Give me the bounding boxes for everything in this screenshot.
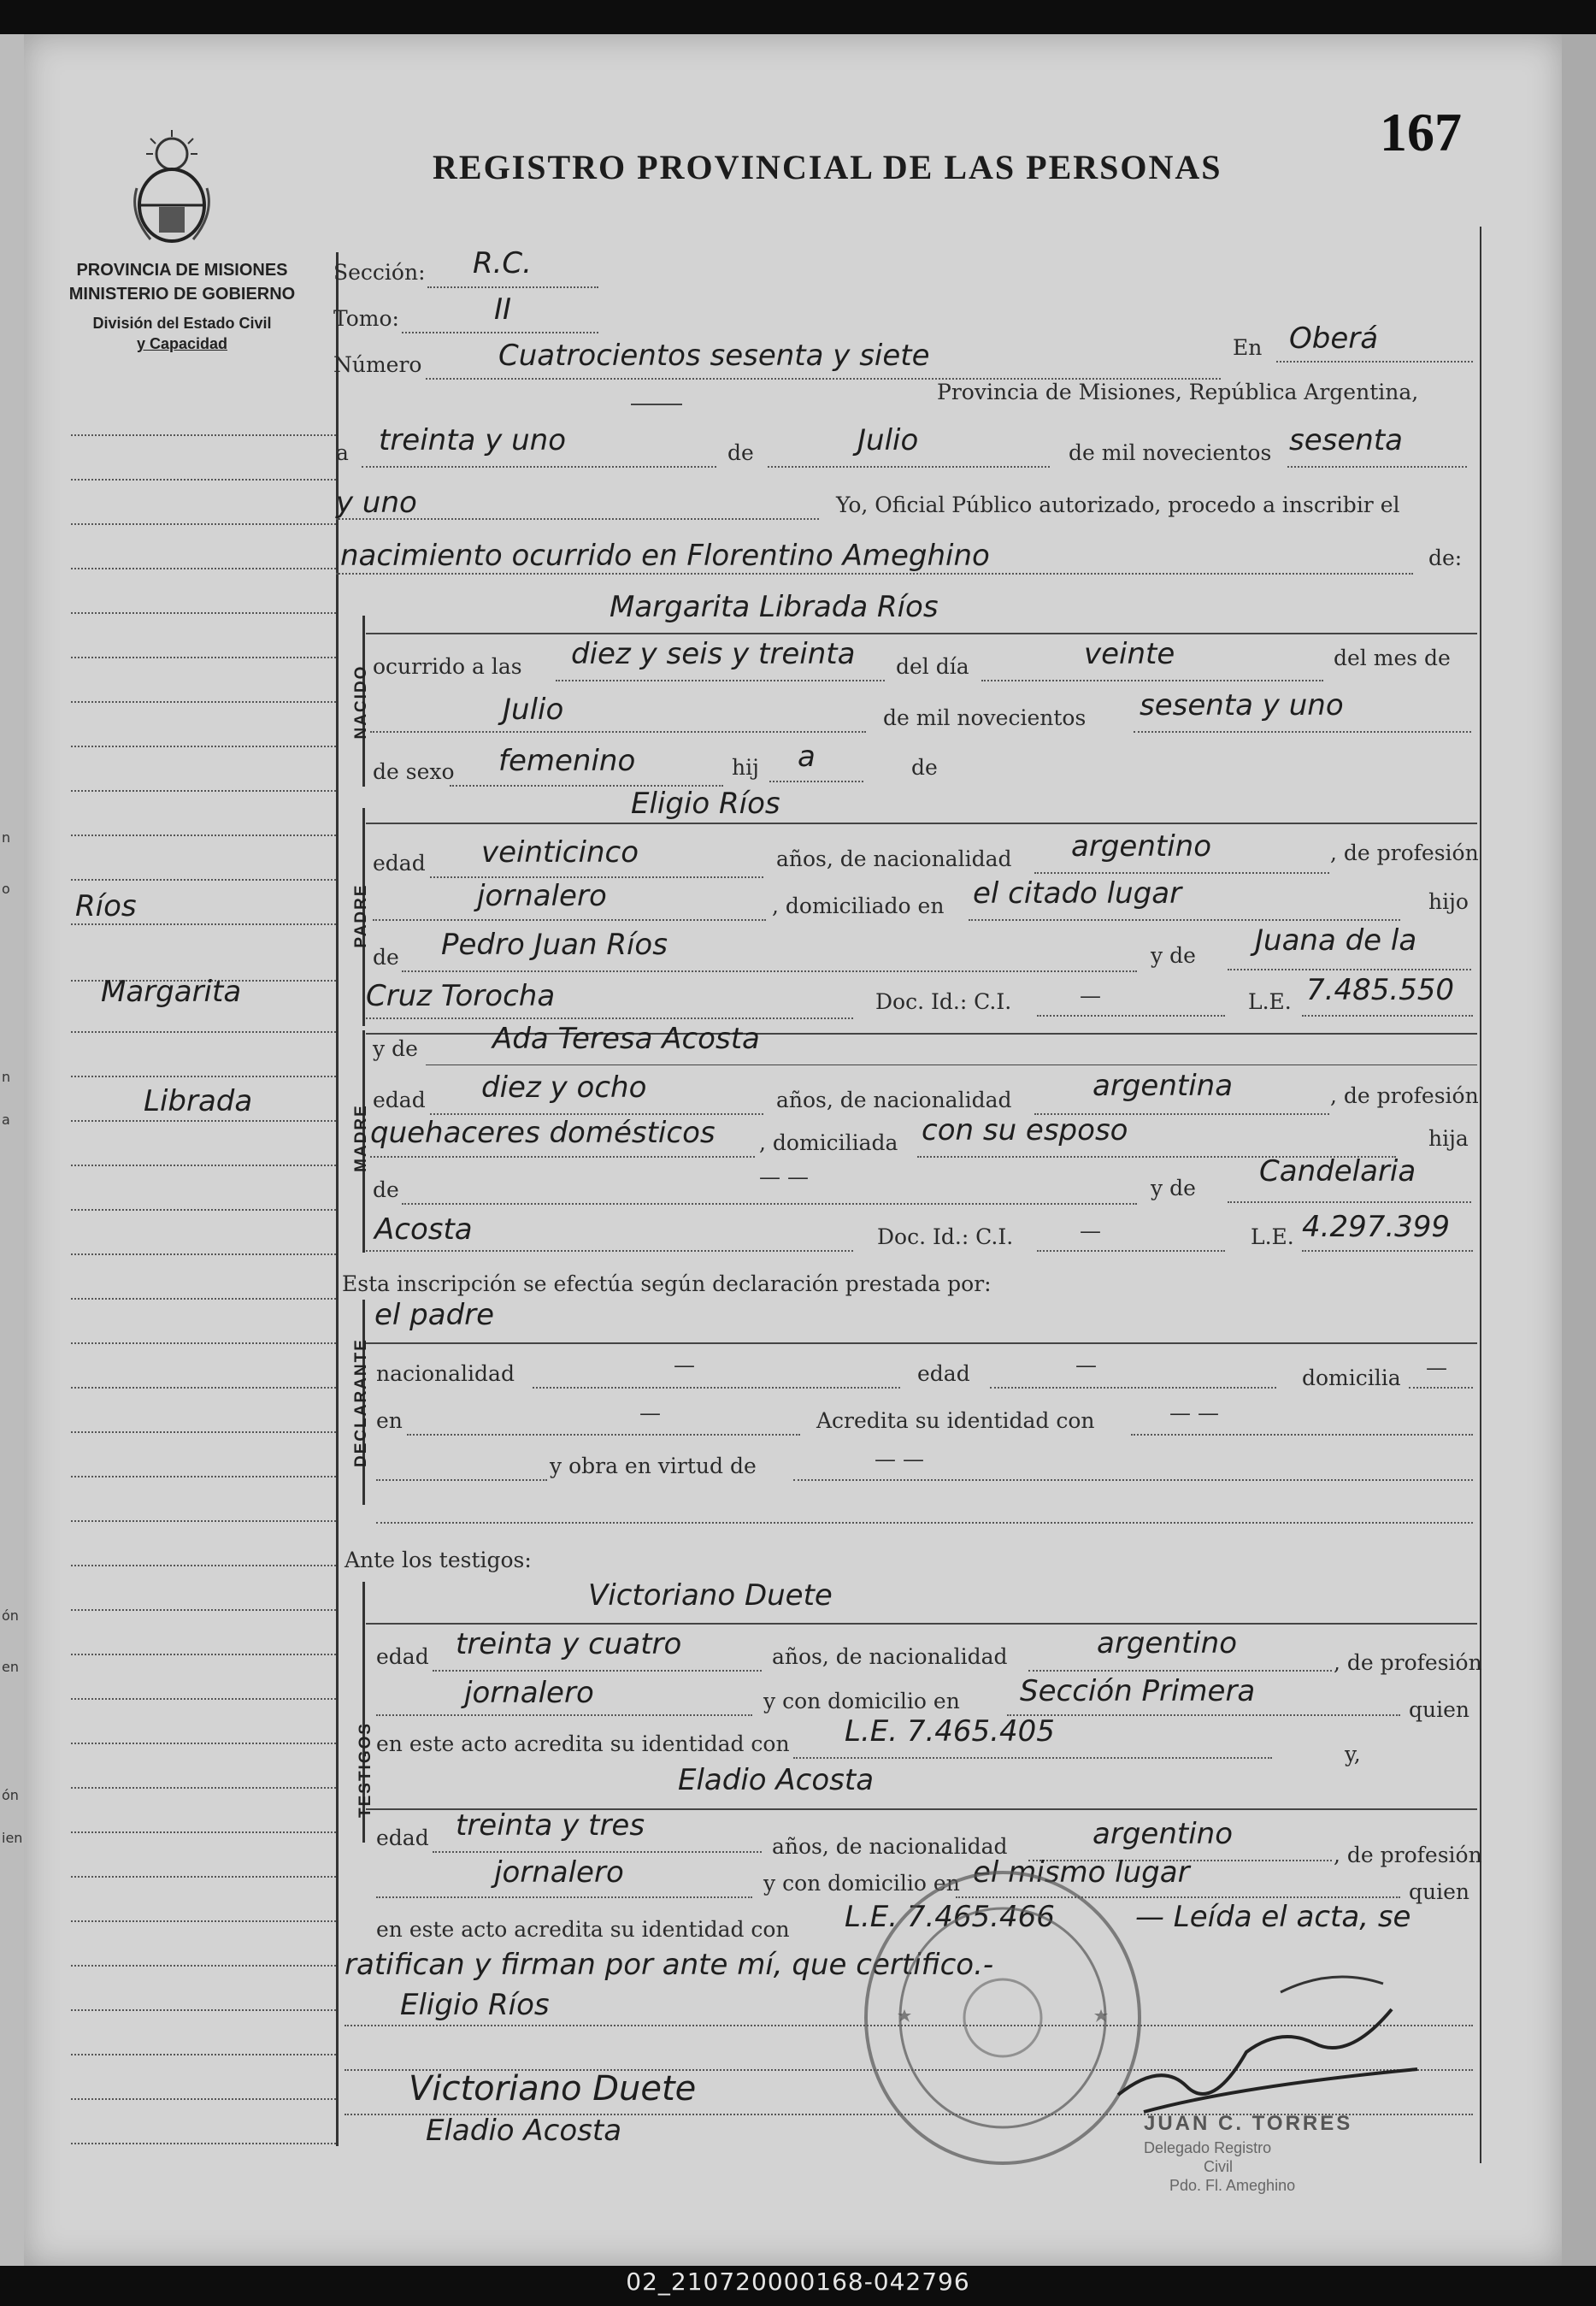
seccion-label: Sección: [333,260,426,285]
madre-padre-de: — — [759,1165,809,1189]
nacido-nombre: Margarita Librada Ríos [610,590,939,624]
testigo2-quien-label: quien [1409,1879,1469,1904]
signature-victoriano: Victoriano Duete [409,2069,697,2108]
testigo1-nacionalidad: argentino [1097,1626,1237,1660]
nacido-dia: veinte [1084,637,1175,671]
padre-padre-de: Pedro Juan Ríos [441,928,668,962]
madre-profesion: quehaceres domésticos [370,1116,716,1150]
provincia-text: Provincia de Misiones, República Argentina, [937,380,1419,404]
testigo2-nacionalidad: argentino [1092,1817,1233,1851]
margin-surname: Ríos [75,889,137,923]
section-label-nacido: NACIDO [352,664,370,740]
testigo2-profesion: jornalero [494,1855,624,1890]
testigo1-nombre: Victoriano Duete [588,1578,833,1613]
testigo1-profesion: jornalero [464,1676,594,1710]
page-edge [1562,34,1596,2266]
nacido-hij-label: hij [732,755,759,780]
declarante-acredita: — — [1169,1401,1219,1425]
closing-line1: — Leída el acta, se [1135,1900,1411,1934]
nacido-sexo: femenino [498,744,636,778]
folio-number: 167 [1380,102,1462,162]
declarante-intro: Esta inscripción se efectúa según declaración prestada por: [342,1271,992,1296]
declarante-nacionalidad: — [674,1353,695,1377]
madre-domicilio: con su esposo [922,1113,1128,1147]
padre-le-label: L.E. [1248,989,1292,1014]
declarante-edad-label: edad [917,1361,970,1386]
testigos-intro: Ante los testigos: [345,1548,532,1572]
spine-fragment: en [2,1659,19,1675]
padre-domicilio: el citado lugar [973,876,1182,911]
testigo2-edad: treinta y tres [456,1808,645,1843]
nacido-del-dia-label: del día [896,654,969,679]
ministry-province: PROVINCIA DE MISIONES [76,261,288,280]
padre-profesion-label: , de profesión [1330,840,1479,865]
fecha-dia: treinta y uno [379,423,567,457]
madre-profesion-label: , de profesión [1330,1083,1479,1108]
padre-profesion: jornalero [477,879,607,913]
padre-ci: — [1080,983,1101,1008]
testigo2-edad-label: edad [376,1825,429,1850]
nacido-del-mes-label: del mes de [1334,646,1451,670]
declarante-domicilio: — [1426,1355,1447,1380]
padre-madre-de-1: Juana de la [1255,923,1417,958]
padre-edad: veinticinco [481,835,639,870]
padre-domiciliado-label: , domiciliado en [772,894,945,918]
fecha-de-label: de [727,440,754,465]
numero-value: Cuatrocientos sesenta y siete [498,339,930,373]
ministry-name: MINISTERIO DE GOBIERNO [68,285,296,304]
testigo2-profesion-label: , de profesión [1334,1843,1482,1867]
testigo2-doc: L.E. 7.465.466 [845,1900,1055,1934]
numero-label: Número [333,352,422,377]
testigo2-acredita-label: en este acto acredita su identidad con [376,1917,790,1942]
page-title: REGISTRO PROVINCIAL DE LAS PERSONAS [433,148,1222,186]
testigo1-domicilio: Sección Primera [1020,1674,1256,1708]
testigo2-nombre: Eladio Acosta [678,1763,875,1797]
nacido-ocurrido-label: ocurrido a las [373,654,522,679]
padre-nacionalidad: argentino [1071,829,1211,864]
declarante-nacionalidad-label: nacionalidad [376,1361,515,1386]
seccion-value: R.C. [473,246,532,280]
padre-madre-de-2: Cruz Torocha [366,979,556,1013]
testigo1-acredita-label: en este acto acredita su identidad con [376,1731,790,1756]
official-seal-icon [853,1860,1152,2176]
official-stamp-place: Pdo. Fl. Ameghino [1169,2177,1296,2194]
nacido-hij-suffix: a [798,740,816,774]
testigo2-domicilio: el mismo lugar [973,1855,1190,1890]
madre-hija-label: hija [1428,1126,1469,1151]
closing-line2: ratifican y firman por ante mí, que certifico.- [345,1948,994,1982]
fecha-a-label: a [336,440,349,465]
image-caption: 02_210720000168-042796 [626,2268,970,2296]
madre-domiciliada-label: , domiciliada [759,1130,898,1155]
declarante-obra-label: y obra en virtud de [550,1454,757,1478]
padre-edad-label: edad [373,851,426,876]
spine-fragment: n [2,829,11,846]
ministry-division-sub: y Capacidad [136,335,228,352]
testigo1-edad-label: edad [376,1644,429,1669]
declarante-en-label: en [376,1408,403,1433]
madre-ci: — [1080,1218,1101,1243]
spine-fragment: ón [2,1607,19,1624]
localidad-value: Oberá [1289,321,1379,356]
tomo-label: Tomo: [333,306,399,331]
fecha-anio-2: y uno [336,486,417,520]
padre-nombre: Eligio Ríos [631,787,780,821]
spine-fragment: a [2,1112,10,1128]
madre-madre-de-1: Candelaria [1259,1154,1416,1188]
testigo1-y-label: y, [1345,1742,1361,1766]
oficial-text: Yo, Oficial Público autorizado, procedo a inscribir el [836,492,1400,517]
section-label-padre: PADRE [352,883,370,948]
testigo1-nacionalidad-label: años, de nacionalidad [772,1644,1008,1669]
section-label-testigos: TESTIGOS [356,1721,374,1818]
madre-le-label: L.E. [1251,1224,1294,1249]
madre-madre-de-2: Acosta [374,1212,473,1247]
fecha-mil-label: de mil novecientos [1069,440,1272,465]
testigo1-domicilio-label: y con domicilio en [763,1689,960,1713]
fecha-anio-1: sesenta [1289,423,1403,457]
declarante-quien: el padre [374,1298,495,1332]
margin-first-name: Margarita [101,975,242,1009]
ministry-division: División del Estado Civil [92,315,272,332]
madre-le: 4.297.399 [1302,1210,1451,1244]
spine-fragment: o [2,881,10,897]
tomo-value: II [494,292,512,327]
testigo2-nacionalidad-label: años, de nacionalidad [772,1834,1008,1859]
nacido-mes: Julio [503,693,564,727]
testigo1-quien-label: quien [1409,1697,1469,1722]
en-label: En [1233,335,1263,360]
declarante-en: — [639,1401,661,1425]
margin-second-name: Librada [144,1084,253,1118]
register-page [24,34,1563,2266]
madre-edad: diez y ocho [481,1070,647,1105]
spine-fragment: ien [2,1830,23,1846]
madre-y-de-label: y de [373,1036,418,1061]
coat-of-arms-icon [125,128,219,248]
madre-y-de2-label: y de [1151,1176,1196,1200]
madre-nacionalidad: argentina [1092,1069,1234,1103]
spine-fragment: ón [2,1787,19,1803]
book-spine [0,34,24,2266]
section-label-declarante: DECLARANTE [352,1338,370,1467]
official-stamp-sub: Civil [1204,2158,1233,2175]
signature-eladio: Eladio Acosta [426,2114,622,2148]
testigo1-doc: L.E. 7.465.405 [845,1714,1055,1749]
madre-nacionalidad-label: años, de nacionalidad [776,1088,1012,1112]
nacido-de-label: de [911,755,938,780]
padre-y-de-label: y de [1151,943,1196,968]
madre-de-label: de [373,1177,399,1202]
madre-edad-label: edad [373,1088,426,1112]
padre-le: 7.485.550 [1306,973,1455,1007]
official-stamp-title: Delegado Registro [1144,2139,1272,2156]
padre-nacionalidad-label: años, de nacionalidad [776,846,1012,871]
madre-doc-label: Doc. Id.: C.I. [877,1224,1014,1249]
spine-fragment: n [2,1069,11,1085]
signature-eligio: Eligio Ríos [400,1988,550,2022]
declarante-acredita-label: Acredita su identidad con [816,1408,1095,1433]
section-label-madre: MADRE [352,1104,370,1172]
hecho-value: nacimiento ocurrido en Florentino Ameghino [340,539,990,573]
declarante-obra: — — [875,1447,924,1471]
fecha-mes: Julio [857,423,919,457]
nacido-anio: sesenta y uno [1140,688,1344,722]
nacido-sexo-label: de sexo [373,759,455,784]
official-stamp-name: JUAN C. TORRES [1144,2112,1353,2135]
testigo1-edad: treinta y cuatro [456,1627,682,1661]
nacido-mil-label: de mil novecientos [883,705,1087,730]
padre-de-label: de [373,945,399,970]
madre-nombre: Ada Teresa Acosta [492,1022,760,1056]
de-colon-label: de: [1428,546,1463,570]
official-signature-icon [1110,1958,1434,2129]
testigo1-profesion-label: , de profesión [1334,1650,1482,1675]
padre-doc-label: Doc. Id.: C.I. [875,989,1012,1014]
declarante-domicilia-label: domicilia [1302,1365,1401,1390]
padre-hijo-label: hijo [1428,889,1469,914]
declarante-edad: — [1075,1353,1097,1377]
nacido-hora: diez y seis y treinta [571,637,856,671]
testigo2-domicilio-label: y con domicilio en [763,1871,960,1896]
